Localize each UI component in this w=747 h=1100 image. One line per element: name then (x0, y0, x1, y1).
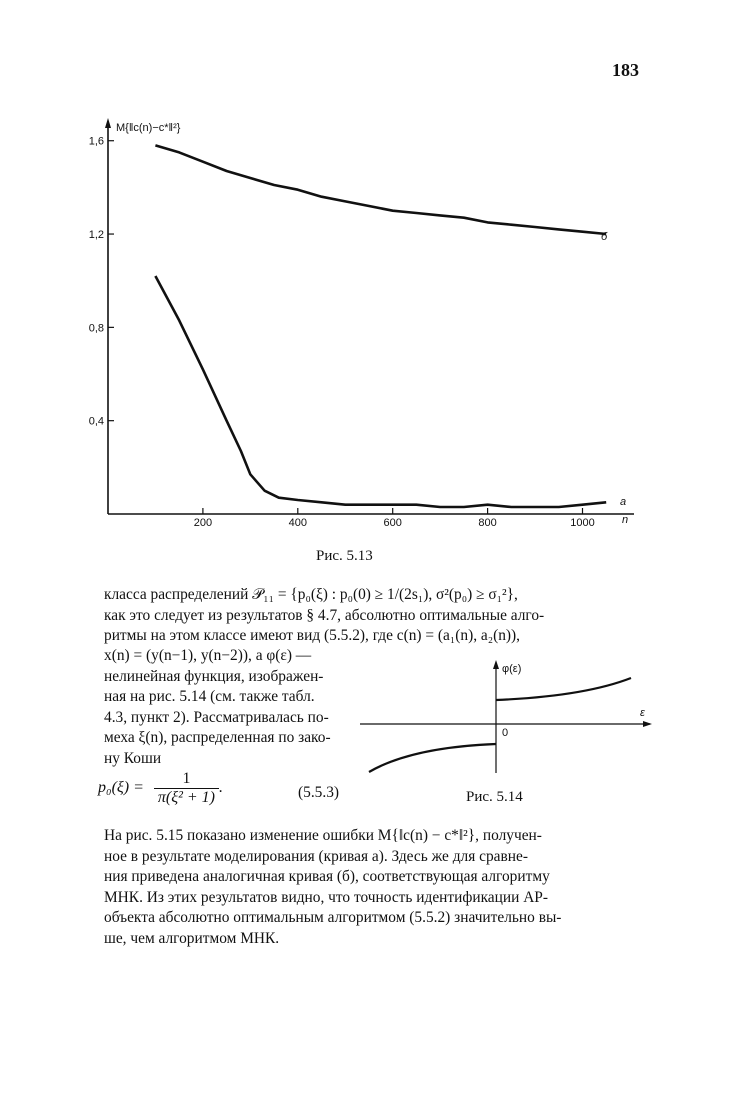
series-lines (155, 145, 606, 507)
phi-label: φ(ε) (502, 663, 522, 675)
origin-label: 0 (502, 727, 509, 739)
phi-curve-positive (496, 678, 631, 700)
formula-fraction (154, 770, 219, 807)
text-line: МНК. Из этих результатов видно, что точность идентификации АР- (104, 888, 548, 906)
series-line-b (155, 145, 606, 234)
curve-label-a: а (620, 496, 627, 508)
curve-label-b: б (601, 231, 608, 243)
x-tick-label: 600 (383, 517, 402, 529)
equation-number: (5.5.3) (298, 784, 340, 801)
text-line: 4.3, пункт 2). Рассматривалась по- (104, 708, 329, 726)
epsilon-label: ε (640, 707, 645, 719)
formula-numerator: 1 (154, 770, 219, 789)
y-tick-label: 1,6 (88, 135, 104, 148)
x-tick-label: 200 (193, 517, 213, 529)
text-line: ше, чем алгоритмом МНК. (104, 929, 280, 947)
paragraph-2 (104, 826, 652, 949)
x-tick-label: 1000 (570, 517, 595, 529)
y-ticks (89, 136, 114, 428)
text-line: ния приведена аналогичная кривая (б), соответствующая алгоритму (104, 868, 550, 885)
y-tick-label: 0,8 (88, 322, 104, 335)
formula-5-5-3 (98, 770, 223, 807)
text-line: На рис. 5.15 показано изменение ошибки M{‖c(n) − c*‖²}, получен- (104, 827, 542, 844)
text-line: ритмы на этом классе имеют вид (5.5.2), где c(n) = (a₁(n), a₂(n)), (104, 627, 521, 644)
paragraph-1 (104, 585, 652, 647)
y-tick-label: 0,4 (88, 415, 104, 428)
formula-denominator: π(ξ² + 1) (157, 789, 215, 806)
text-line: объекта абсолютно оптимальным алгоритмом (5.5.2) значительно вы- (104, 909, 562, 926)
phi-axis-arrow-icon (493, 660, 499, 669)
text-line: ну Коши (104, 749, 162, 767)
x-axis-label: n (622, 514, 629, 526)
text-line: ная на рис. 5.14 (см. также табл. (104, 688, 315, 705)
figure-5-13-caption: Рис. 5.13 (316, 548, 373, 564)
figure-5-14-caption: Рис. 5.14 (466, 789, 523, 805)
text-line: как это следует из результатов § 4.7, абсолютно оптимальные алго- (104, 606, 545, 624)
text-line: класса распределений 𝒫₁₁ = {p₀(ξ) : p₀(0) ≥ 1/(2s₁), σ²(p₀) ≥ σ₁²}, (104, 586, 518, 603)
text-line: нелинейная функция, изображен- (104, 667, 324, 685)
x-ticks (194, 508, 595, 529)
x-tick-label: 400 (288, 517, 307, 529)
text-line: ное в результате моделирования (кривая а). Здесь же для сравне- (104, 847, 528, 865)
text-line: меха ξ(n), распределенная по зако- (104, 729, 331, 746)
x-tick-label: 800 (478, 517, 497, 529)
page-number: 183 (612, 60, 639, 80)
figure-5-13-chart (0, 0, 747, 545)
y-tick-label: 1,2 (88, 229, 104, 242)
phi-curve-negative (369, 744, 496, 772)
text-line: x(n) = (y(n−1), y(n−2)), а φ(ε) — (104, 647, 312, 664)
paragraph-1-wrapped (104, 646, 356, 769)
epsilon-axis-arrow-icon (643, 721, 652, 727)
formula-tail: . (219, 779, 223, 797)
figure-5-14-diagram (355, 658, 655, 778)
formula-lhs: p₀(ξ) = (98, 779, 144, 797)
y-axis-arrow-icon (105, 118, 111, 128)
y-axis-label: M{‖c(n)−c*‖²} (116, 122, 181, 134)
series-line-a (155, 276, 606, 507)
